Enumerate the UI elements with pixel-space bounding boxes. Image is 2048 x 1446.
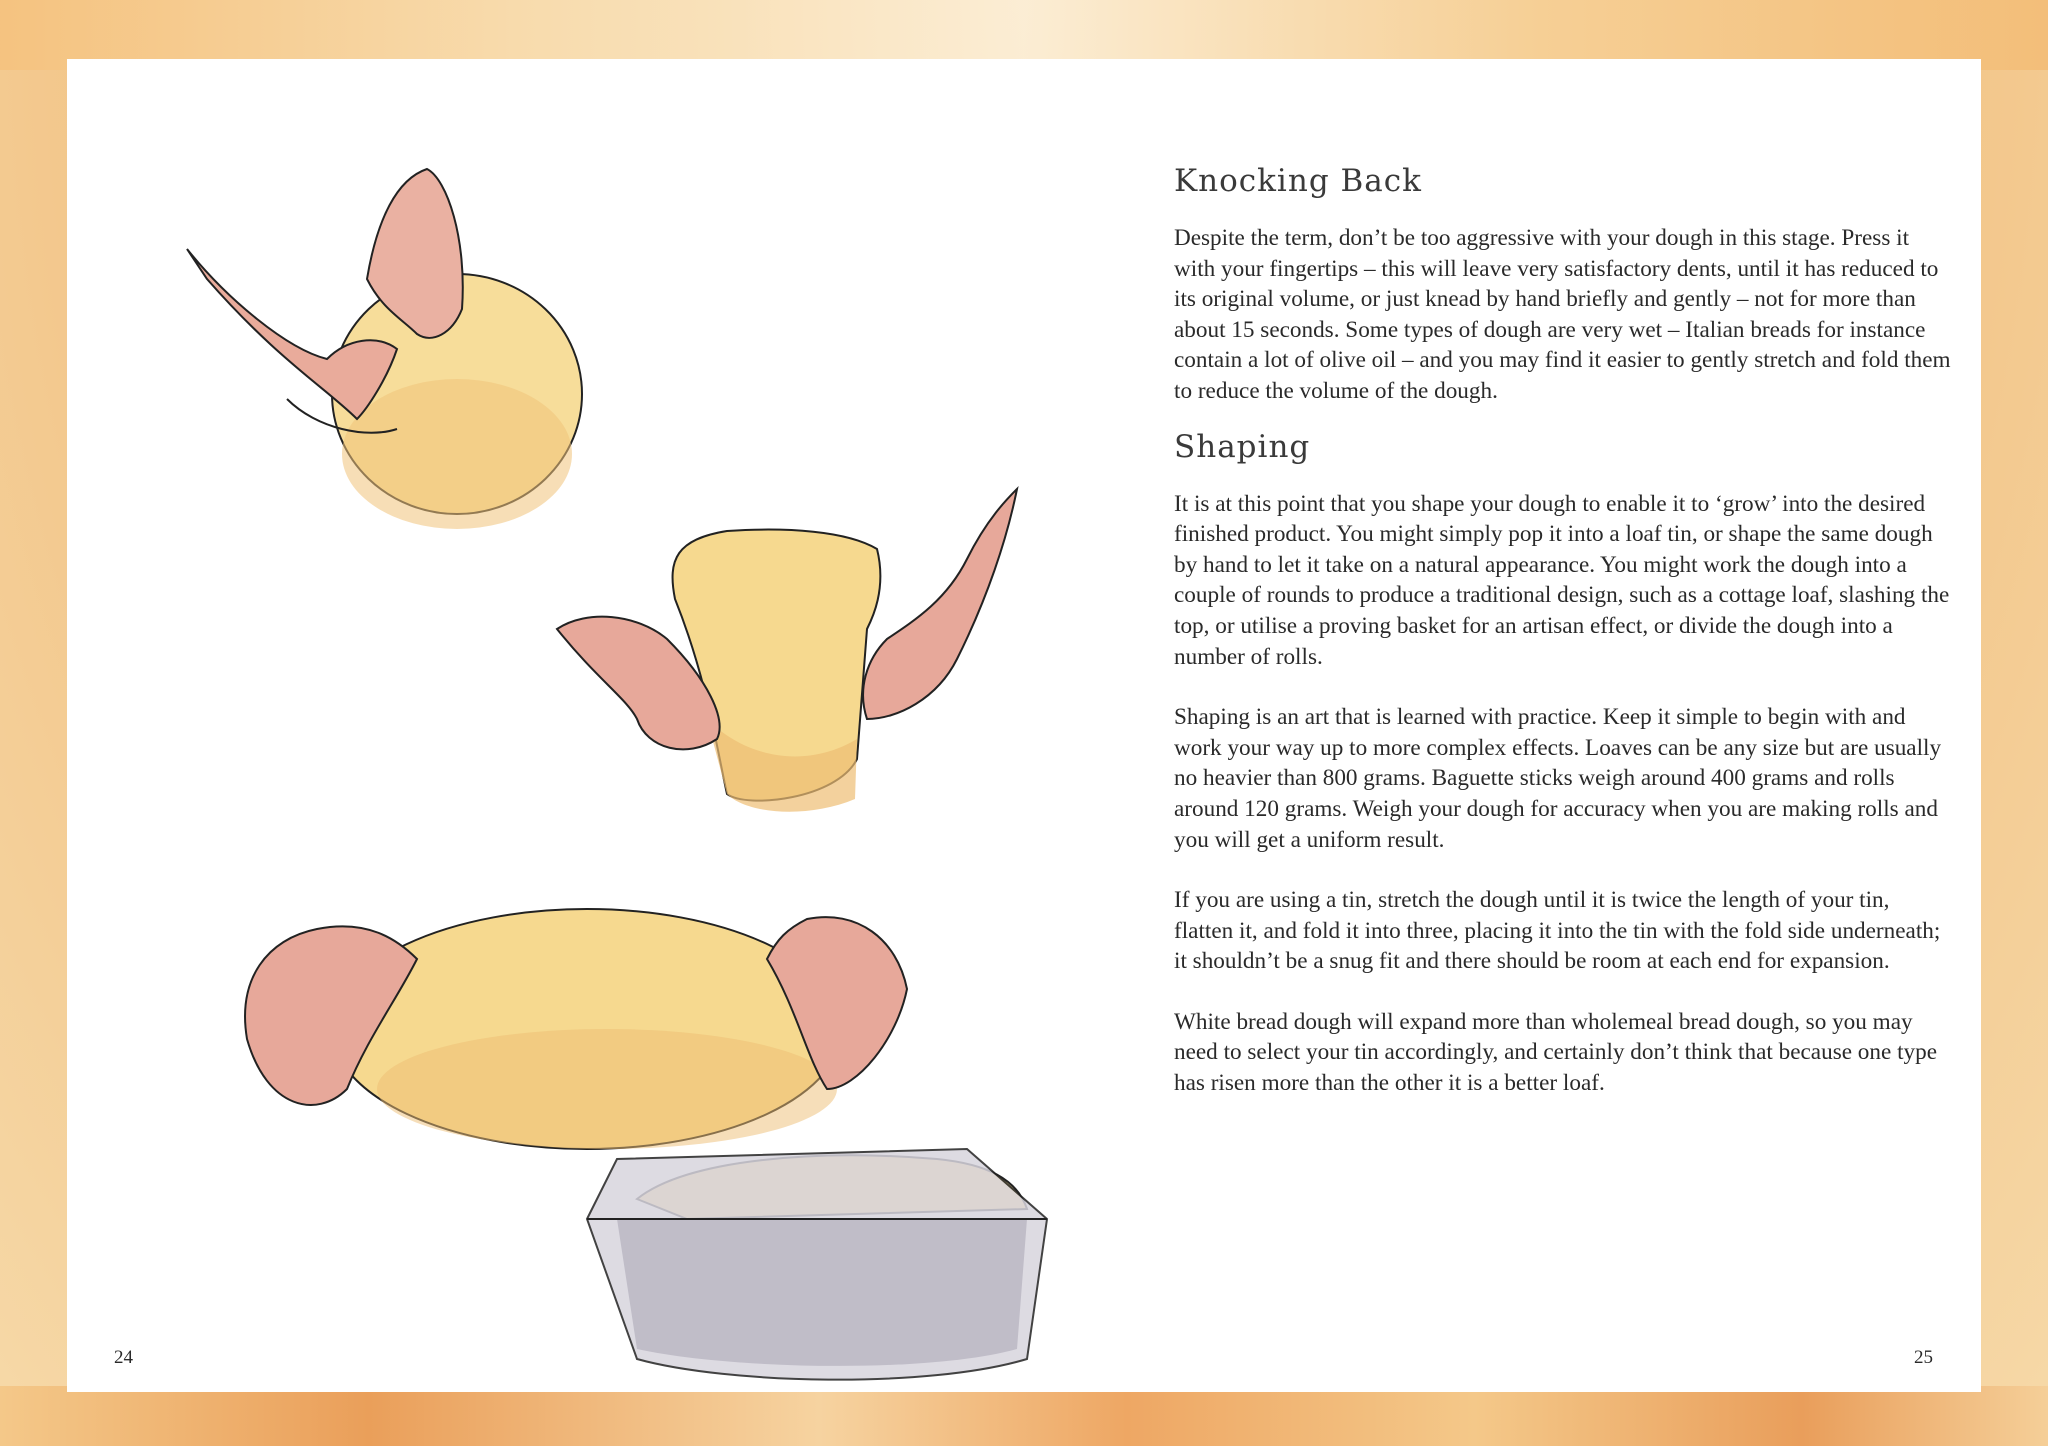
shaping-round-illustration bbox=[245, 909, 907, 1149]
paragraph-knocking-back: Despite the term, don’t be too aggressive with your dough in this stage. Press it with your fingertips – this will leave very satisfactory dents, until it has reduced to its original volume, or just knead by hand briefly and gently – not for more than about 15 seconds. Some types of dough are very wet – Italian breads for instance contain a lot of olive oil – and you may find it easier to gently stretch and fold them to reduce the volume of the dough. bbox=[1174, 225, 1951, 404]
page-number-left: 24 bbox=[114, 1347, 133, 1368]
page-number-right: 25 bbox=[1914, 1347, 1933, 1368]
folding-dough-illustration bbox=[557, 489, 1017, 812]
book-spread bbox=[67, 59, 1981, 1392]
paragraph-shaping-2: Shaping is an art that is learned with practice. Keep it simple to begin with and work your way up to more complex effects. Loaves can be any size but are usually no heavier than 800 grams. Baguette sticks weigh around 400 grams and rolls around 120 grams. Weigh your dough for accuracy when you are making rolls and you will get a uniform result. bbox=[1174, 704, 1942, 853]
paragraph-shaping-3: If you are using a tin, stretch the dough until it is twice the length of your tin, flatten it, and fold it into three, placing it into the tin with the fold side underneath; it shouldn’t be a snug fit and there should be room at each end for expansion. bbox=[1174, 887, 1941, 975]
paragraph-shaping-1: It is at this point that you shape your dough to enable it to ‘grow’ into the desired finished product. You might simply pop it into a loaf tin, or shape the same dough by hand to let it take on a natural appearance. You might work the dough into a couple of rounds to produce a traditional design, such as a cottage loaf, slashing the top, or utilise a proving basket for an artisan effect, or divide the dough into a number of rolls. bbox=[1174, 490, 1950, 670]
watercolour-wash-bottom bbox=[0, 1386, 2048, 1446]
heading-knocking-back: Knocking Back bbox=[1174, 163, 1422, 199]
heading-shaping: Shaping bbox=[1174, 428, 1311, 465]
paragraph-shaping-4: White bread dough will expand more than wholemeal bread dough, so you may need to select your tin accordingly, and certainly don’t think that because one type has risen more than the other it is a better loaf. bbox=[1174, 1008, 1938, 1097]
knocking-back-illustration bbox=[187, 169, 582, 529]
loaf-tin-illustration bbox=[587, 1149, 1047, 1380]
right-page-text bbox=[1174, 163, 1954, 1099]
bread-making-illustrations bbox=[167, 159, 1067, 1389]
